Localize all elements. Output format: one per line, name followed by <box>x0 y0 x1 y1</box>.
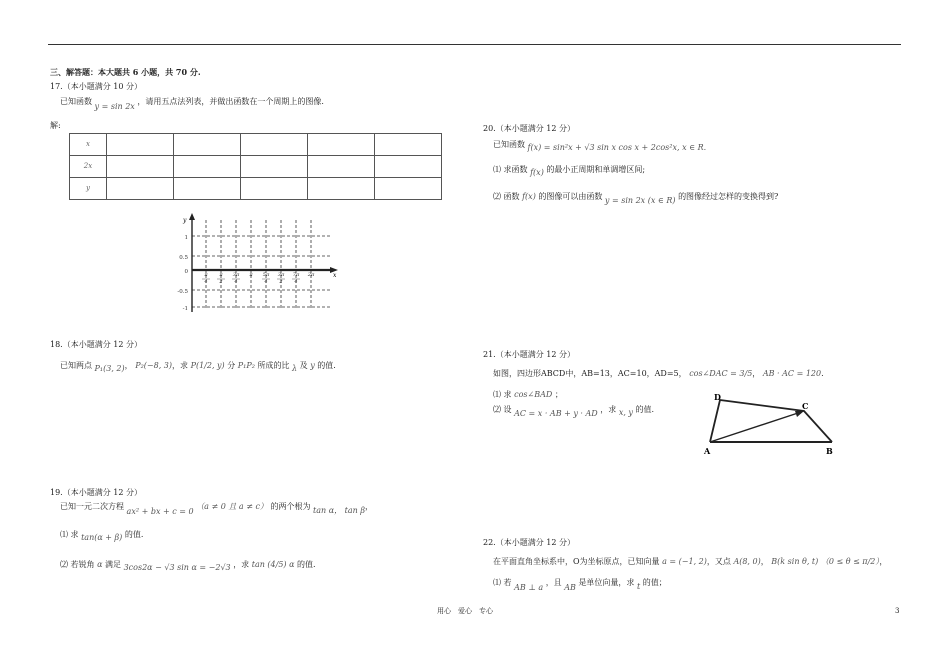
vertex-b: B <box>826 446 833 456</box>
x-tick-num: 2π <box>307 272 315 278</box>
table-row <box>70 134 442 156</box>
x-axis-label: x <box>333 272 337 279</box>
p17-suffix: ，请用五点法列表，并做出函数在一个周期上的图像. <box>137 97 324 106</box>
p20-text: 的最小正周期和单调增区间; <box>546 165 646 174</box>
problem-22-part-1 <box>493 578 667 592</box>
p20-gx: y = sin 2x (x ∈ R) <box>604 196 676 205</box>
p19-text: ， <box>364 502 373 511</box>
p20-text: 的图像可以由函数 <box>538 192 603 201</box>
problem-21-header: 21.（本小题满分 12 分） <box>483 350 575 359</box>
p18-text: ，求 <box>172 361 189 370</box>
p21-text: ⑴ 求 <box>493 390 512 399</box>
p19-text: 已知一元二次方程 <box>60 502 124 511</box>
x-tick-num: π <box>219 272 223 278</box>
x-tick-num: π <box>204 272 208 278</box>
problem-20-part-1 <box>493 165 645 175</box>
arrow-head <box>795 411 804 417</box>
p17-prefix: 已知函数 <box>60 97 92 106</box>
p20-fx: f(x) <box>530 168 544 177</box>
problem-17-header: 17.（本小题满分 10 分） <box>50 82 142 91</box>
problem-20-statement <box>493 140 706 150</box>
p19-roots: tan α， tan β <box>313 506 365 515</box>
p19-alpha: α <box>97 560 103 569</box>
p18-point-p2: P₂(−8, 3) <box>135 361 173 370</box>
p22-text: ，且 <box>545 578 562 587</box>
p22-text: ，又点 <box>706 557 731 566</box>
p21-text: ，求 <box>600 405 617 414</box>
p20-fx: f(x) <box>522 192 536 201</box>
p22-text: ⑴ 若 <box>493 578 512 587</box>
p21-vector-eq: AC = x · AB + y · AD <box>514 409 598 418</box>
x-tick-den: 2 <box>219 279 223 285</box>
vertex-c: C <box>802 401 809 411</box>
p18-segment: P₁P₂ <box>237 361 255 370</box>
p22-perpendicular: AB ⊥ a <box>514 583 544 592</box>
p21-text: 的值. <box>635 405 655 414</box>
p18-lambda: λ <box>292 364 298 373</box>
p19-text: 满足 <box>105 560 122 569</box>
p22-point-b: B(k sin θ, t) <box>771 557 819 566</box>
problem-22-header: 22.（本小题满分 12 分） <box>483 538 575 547</box>
p22-theta-range: （0 ≤ θ ≤ π/2） <box>820 557 880 566</box>
p21-text: ， <box>752 369 761 378</box>
p19-text: ，求 <box>233 560 250 569</box>
p19-text: 的值. <box>124 530 144 539</box>
problem-17-statement <box>60 97 324 111</box>
quadrilateral-figure <box>700 390 840 458</box>
p18-point-p: P(1/2, y) <box>190 361 225 370</box>
y-tick-neg-1: -1 <box>182 306 188 312</box>
p21-text: 如图，四边形ABCD中，AB=13，AC=10，AD=5， <box>493 369 687 378</box>
p21-dot-product: AB · AC = 120 <box>762 369 822 378</box>
x-tick-den: 4 <box>204 279 208 285</box>
p21-xy: x, y <box>618 408 633 417</box>
p19-text: ⑴ 求 <box>60 530 79 539</box>
y-axis-label: y <box>183 217 187 224</box>
section-title: 三、解答题：本大题共 6 小题，共 70 分. <box>50 67 201 77</box>
p19-text: ⑵ 若锐角 <box>60 560 95 569</box>
coordinate-grid <box>172 212 342 316</box>
p19-condition: （a ≠ 0 且 a ≠ c） <box>196 502 268 511</box>
five-point-table <box>69 133 442 200</box>
p19-tan-sum: tan(α + β) <box>81 533 123 542</box>
vertex-a: A <box>704 446 711 456</box>
p18-text: ， <box>124 361 133 370</box>
p19-equation: ax² + bx + c = 0 <box>126 507 194 516</box>
p17-answer-label: 解: <box>50 121 61 130</box>
grid-lines <box>192 220 332 310</box>
problem-18-statement <box>60 361 336 371</box>
p22-text: 的值； <box>642 578 667 587</box>
p22-vector-ab: AB <box>564 583 576 592</box>
row-header-2x: 2x <box>70 156 107 178</box>
table-row <box>70 178 442 200</box>
p20-text: 的图像经过怎样的变换得到? <box>678 192 779 201</box>
problem-22-statement <box>493 557 887 567</box>
p22-vector-a: a = (−1, 2) <box>662 557 707 566</box>
p21-text: ⑵ 设 <box>493 405 512 414</box>
x-tick-num: 5π <box>262 272 270 278</box>
vertex-d: D <box>714 392 721 402</box>
p20-text: ⑵ 函数 <box>493 192 520 201</box>
p19-text: 的值. <box>297 560 316 569</box>
p18-text: 已知两点 <box>60 361 92 370</box>
p18-text: 及 <box>299 361 308 370</box>
p21-cos-bad: cos∠BAD <box>514 390 553 399</box>
x-tick-den: 4 <box>294 279 298 285</box>
problem-19-statement <box>60 502 373 516</box>
p20-text: 已知函数 <box>493 140 525 149</box>
p22-point-a: A(8, 0) <box>733 557 761 566</box>
p22-text: ， <box>760 557 769 566</box>
p22-text: ， <box>879 557 888 566</box>
header-rule <box>48 44 901 45</box>
x-tick-den: 4 <box>264 279 268 285</box>
p18-y: y <box>310 361 315 370</box>
x-tick-num: 7π <box>292 272 300 278</box>
p18-text: 所成的比 <box>257 361 290 370</box>
p20-function: f(x) = sin²x + √3 sin x cos x + 2cos²x, x ∈ R. <box>527 143 707 152</box>
p19-target: tan (4/5) α <box>251 560 295 569</box>
p21-text: ； <box>554 390 563 399</box>
y-tick-0: 0 <box>184 269 188 275</box>
p17-function: y = sin 2x <box>94 102 135 111</box>
x-tick-den: 2 <box>279 279 283 285</box>
y-tick-0-5: 0.5 <box>179 255 188 261</box>
y-tick-neg-0-5: -0.5 <box>177 289 188 295</box>
p18-text: 的值. <box>317 361 336 370</box>
page-number: 3 <box>895 607 900 615</box>
p20-text: ⑴ 求函数 <box>493 165 528 174</box>
table-row <box>70 156 442 178</box>
p18-text: 分 <box>227 361 236 370</box>
p21-text: . <box>821 369 824 378</box>
x-tick-num: 3π <box>277 272 285 278</box>
x-tick-den: 4 <box>234 279 238 285</box>
problem-18-header: 18.（本小题满分 12 分） <box>50 340 142 349</box>
problem-19-header: 19.（本小题满分 12 分） <box>50 488 142 497</box>
y-tick-1: 1 <box>184 235 188 241</box>
p18-point-p1: P₁(3, 2) <box>94 364 125 373</box>
problem-19-part-1 <box>60 530 143 540</box>
x-tick-num: π <box>249 272 253 278</box>
problem-19-part-2 <box>60 560 316 570</box>
p22-text: 是单位向量，求 <box>578 578 635 587</box>
row-header-x: x <box>70 134 107 156</box>
footer-slogan: 用心 爱心 专心 <box>437 607 493 615</box>
x-tick-num: 3π <box>232 272 240 278</box>
problem-20-header: 20.（本小题满分 12 分） <box>483 124 575 133</box>
p21-cos-dac: cos∠DAC = 3/5 <box>689 369 753 378</box>
row-header-y: y <box>70 178 107 200</box>
p19-condition-eq: 3cos2α − √3 sin α = −2√3 <box>123 563 231 572</box>
problem-21-statement <box>493 369 824 379</box>
problem-20-part-2 <box>493 192 779 205</box>
p19-text: 的两个根为 <box>270 502 311 511</box>
p22-t: t <box>636 582 641 591</box>
problem-21-part-2 <box>493 405 655 418</box>
problem-21-part-1 <box>493 390 563 400</box>
y-axis-arrow <box>189 213 195 220</box>
segment-ac <box>710 413 798 442</box>
p22-text: 在平面直角坐标系中，O为坐标原点，已知向量 <box>493 557 660 566</box>
